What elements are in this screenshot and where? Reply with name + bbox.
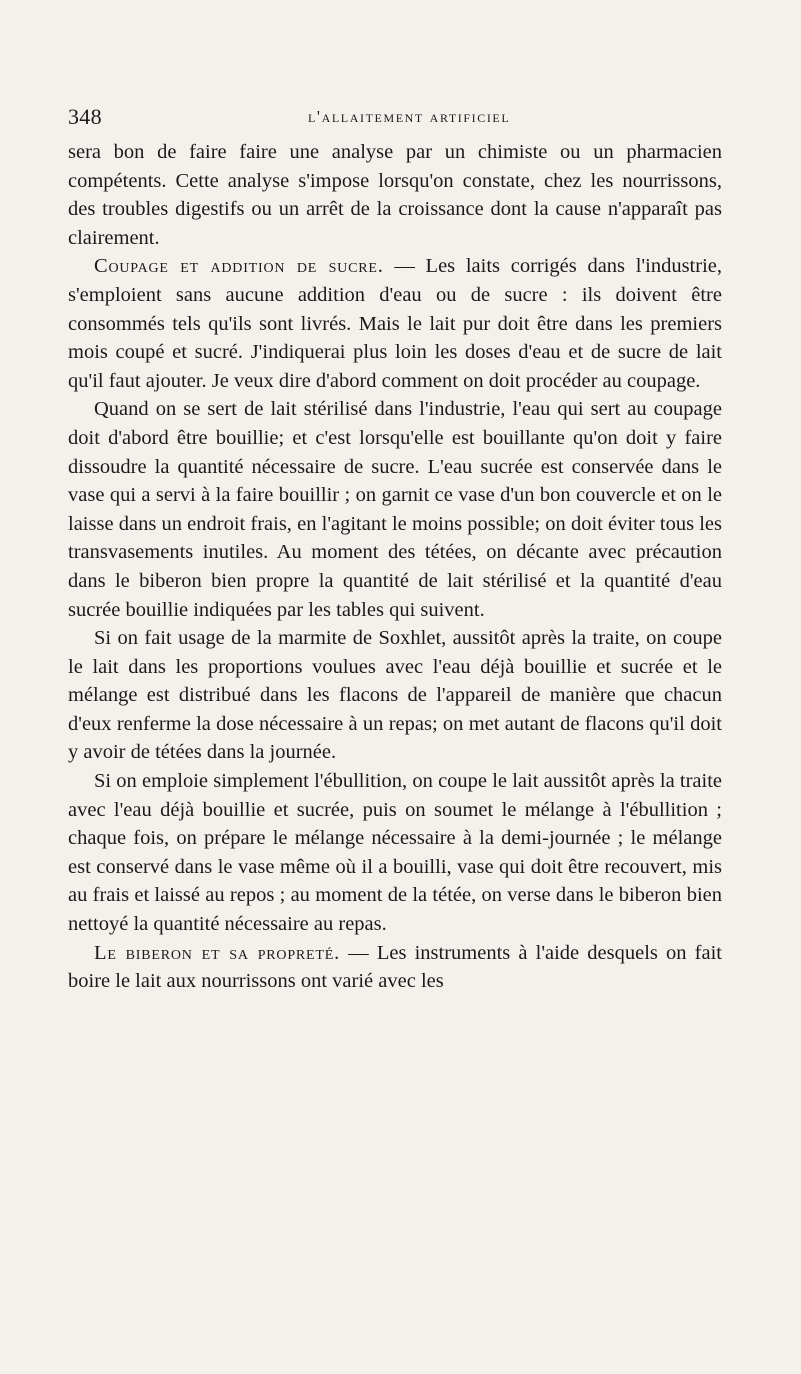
paragraph [68,138,722,252]
paragraph [68,252,722,395]
paragraph [68,395,722,624]
paragraph-text: Si on emploie simplement l'ébullition, on coupe le lait aussitôt après la traite avec l'eau déjà bouillie et sucrée, puis on soumet le mélange à l'ébullition ; chaque fois, on prépare le mélange nécessaire à la demi-journée ; le mélange est conservé dans le vase même où il a bouilli, vase qui doit être recouvert, mis au frais et laissé au repos ; au moment de la tétée, on verse dans le biberon bien nettoyé la quantité nécessaire au repas. [68,770,722,936]
paragraph [68,624,722,767]
paragraph-text: — Les instruments à l'aide desquels on fait boire le lait aux nourrissons ont varié avec les [68,941,723,993]
paragraph [68,939,722,996]
body-text [68,138,722,996]
paragraph [68,767,722,939]
paragraph-text: Si on fait usage de la marmite de Soxhlet, aussitôt après la traite, on coupe le lait dans les proportions voulues avec l'eau déjà bouillie et sucrée et le mélange est distribué dans les flacons de l'appareil de manière que chacun d'eux renferme la dose nécessaire à un repas; on met autant de flacons qu'il doit y avoir de tétées dans la journée. [68,627,722,764]
paragraph-text: Quand on se sert de lait stérilisé dans l'industrie, l'eau qui sert au coupage doit d'abord être bouillie; et c'est lorsqu'elle est bouillante qu'on doit y faire dissoudre la quantité nécessaire de sucre. L'eau sucrée est conservée dans le vase qui a servi à la faire bouillir ; on garnit ce vase d'un bon couvercle et on le laisse dans un endroit frais, en l'agitant le moins possible; on doit éviter tous les transvasements inutiles. Au moment des tétées, on décante avec précaution dans le biberon bien propre la quantité de lait stérilisé et la quantité d'eau sucrée bouillie indiquées par les tables qui suivent. [68,398,722,621]
running-title: l'allaitement artificiel [308,107,511,126]
page-header [68,104,722,132]
paragraph-text: sera bon de faire faire une analyse par un chimiste ou un pharmacien compétents. Cette analyse s'impose lorsqu'on constate, chez les nourrissons, des troubles digestifs ou un arrêt de la croissance dont la cause n'apparaît pas clairement. [68,141,722,249]
section-heading: Coupage et addition de sucre. [94,255,384,278]
section-heading: Le biberon et sa propreté. [94,941,341,964]
page-number: 348 [68,104,102,129]
paragraph-text: — Les laits corrigés dans l'industrie, s'emploient sans aucune addition d'eau ou de sucre : ils doivent être consommés tels qu'ils sont livrés. Mais le lait pur doit être dans les premiers mois coupé et sucré. J'indiquerai plus loin les doses d'eau et de sucre de lait qu'il faut ajouter. Je veux dire d'abord comment on doit procéder au coupage. [68,255,722,392]
